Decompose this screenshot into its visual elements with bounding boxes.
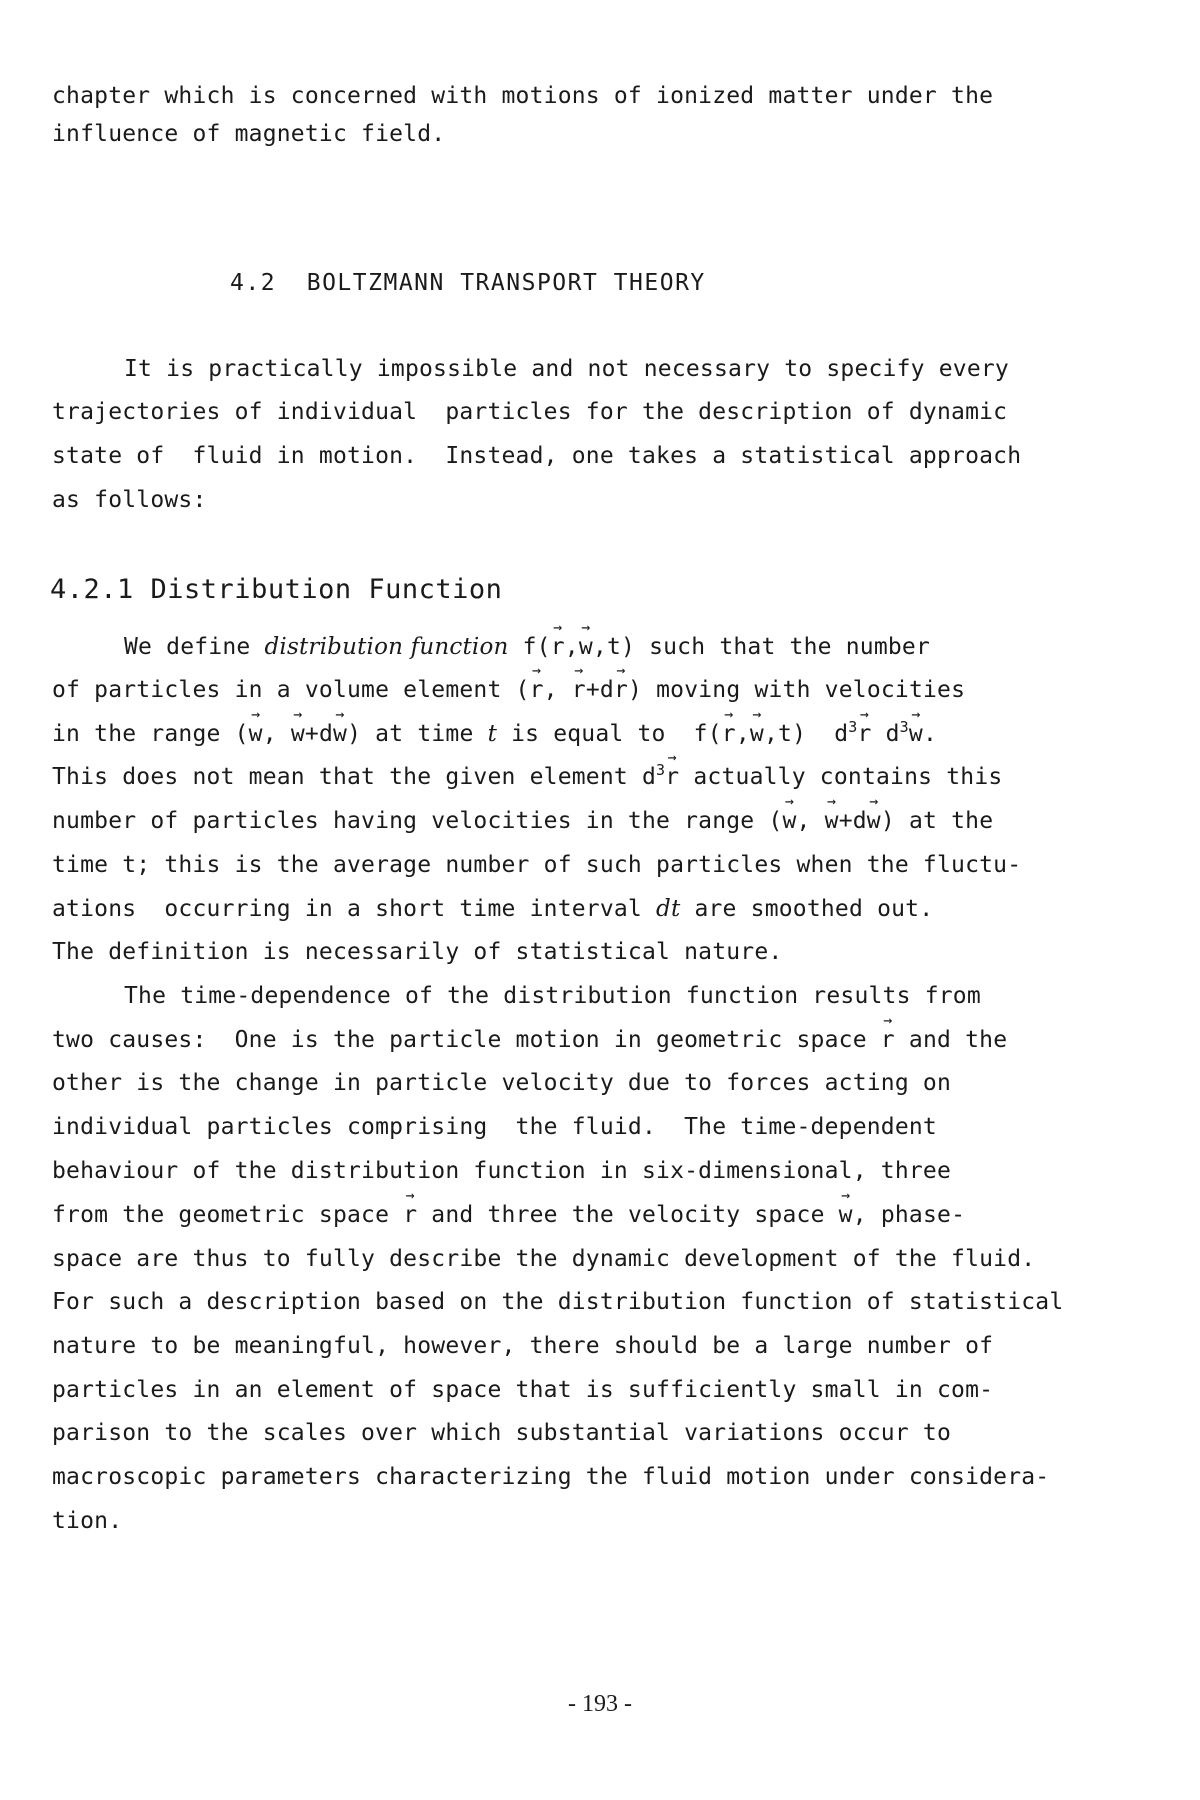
- text-line: parison to the scales over which substantial variations occur to: [52, 1420, 952, 1446]
- text-line: from the geometric space → r and three the velocity space → w, phase-: [52, 1202, 965, 1228]
- text-line: number of particles having velocities in the range (→ w, → w+d→ w) at the: [52, 808, 993, 834]
- text-line: chapter which is concerned with motions of ionized matter under the: [52, 83, 994, 109]
- text-line: in the range (→ w, → w+d→ w) at time t is equal to f(→ r,→ w,t) $d^3\to r$ $d^3\to w$.: [52, 721, 937, 747]
- text-line: influence of magnetic field.: [52, 121, 446, 147]
- text-line: of particles in a volume element (→ r, → r+d→ r) moving with velocities: [52, 677, 965, 703]
- text-line: macroscopic parameters characterizing the fluid motion under considera-: [52, 1464, 1050, 1490]
- text-line: For such a description based on the distribution function of statistical: [52, 1289, 1064, 1315]
- text-line: as follows:: [52, 487, 207, 513]
- text-line: ations occurring in a short time interval dt are smoothed out.: [52, 896, 934, 922]
- text-line: trajectories of individual particles for the description of dynamic: [52, 399, 1008, 425]
- text-line: state of fluid in motion. Instead, one takes a statistical approach: [52, 443, 1022, 469]
- text-line: This does not mean that the given element $d^3\to r$ actually contains this: [52, 764, 1002, 790]
- text-line: tion.: [52, 1508, 123, 1534]
- text-line: time t; this is the average number of such particles when the fluctu-: [52, 852, 1022, 878]
- text-line: other is the change in particle velocity due to forces acting on: [52, 1070, 952, 1096]
- text-line: particles in an element of space that is sufficiently small in com-: [52, 1377, 994, 1403]
- term-distribution-function: distribution function: [264, 634, 509, 660]
- text-line: It is practically impossible and not necessary to specify every: [124, 356, 1009, 382]
- text-line: nature to be meaningful, however, there should be a large number of: [52, 1333, 994, 1359]
- text-line: behaviour of the distribution function in six-dimensional, three: [52, 1158, 952, 1184]
- section-heading: 4.2 BOLTZMANN TRANSPORT THEORY: [230, 270, 706, 296]
- page-number: - 193 -: [568, 1691, 632, 1717]
- subsection-heading: 4.2.1 Distribution Function: [50, 574, 503, 605]
- text-line: We define distribution function f(→ r,→ w,t) such that the number: [124, 634, 930, 660]
- text-line: The definition is necessarily of statistical nature.: [52, 939, 783, 965]
- text-line: two causes: One is the particle motion in geometric space → r and the: [52, 1027, 1007, 1053]
- text-line: space are thus to fully describe the dynamic development of the fluid.: [52, 1246, 1036, 1272]
- text-line: The time-dependence of the distribution function results from: [124, 983, 981, 1009]
- text-line: individual particles comprising the fluid. The time-dependent: [52, 1114, 937, 1140]
